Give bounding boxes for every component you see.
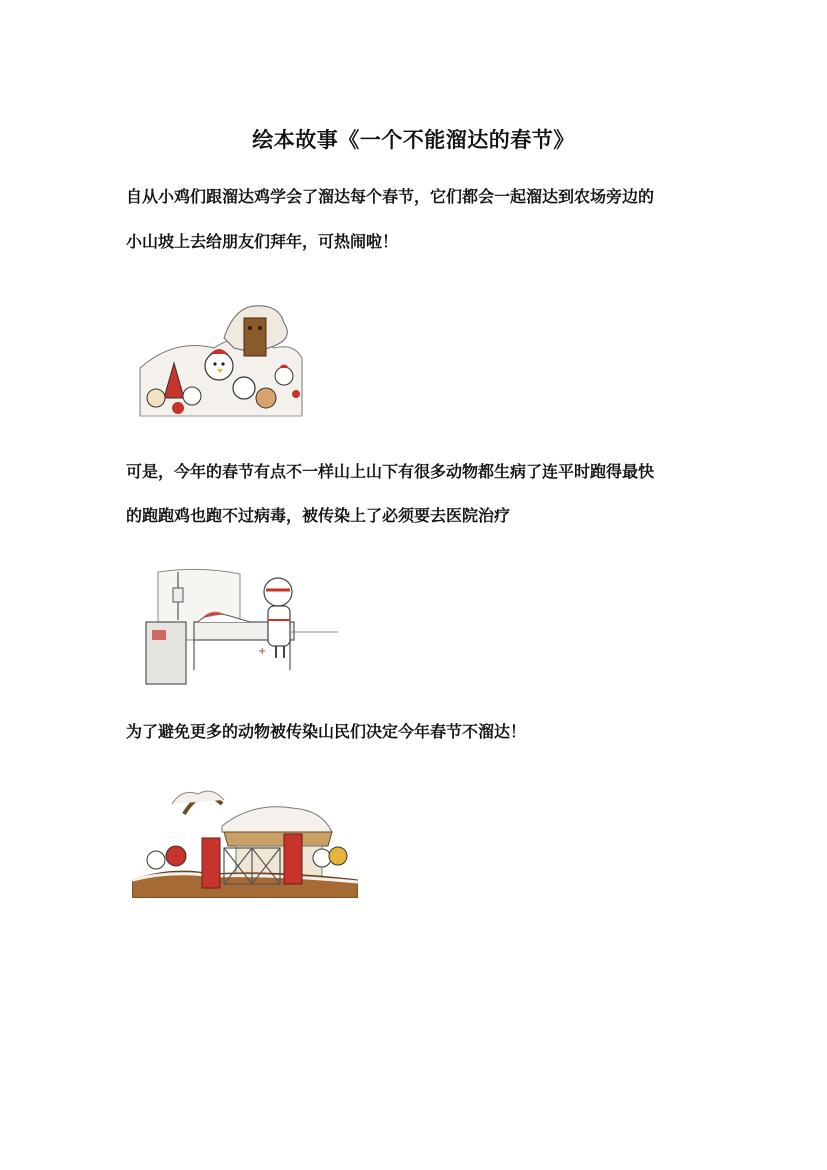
svg-text:+: + [258,646,267,657]
illustration-new-year-visit [134,298,306,426]
paragraph-3-line-1: 为了避免更多的动物被传染山民们决定今年春节不溜达！ [126,722,527,741]
paragraph-2-line-1: 可是，今年的春节有点不一样山上山下有很多动物都生病了连平时跑得最快 [126,462,655,481]
paragraph-1-line-1: 自从小鸡们跟溜达鸡学会了溜达每个春节，它们都会一起溜达到农场旁边的 [126,187,655,206]
illustration-hospital [140,560,340,692]
paragraph-2-line-2: 的跑跑鸡也跑不过病毒，被传染上了必须要去医院治疗 [126,506,511,525]
page-title: 绘本故事《一个不能溜达的春节》 [252,127,575,152]
illustration-closed-gate [132,774,358,898]
paragraph-1-line-2: 小山坡上去给朋友们拜年，可热闹啦！ [126,232,399,251]
